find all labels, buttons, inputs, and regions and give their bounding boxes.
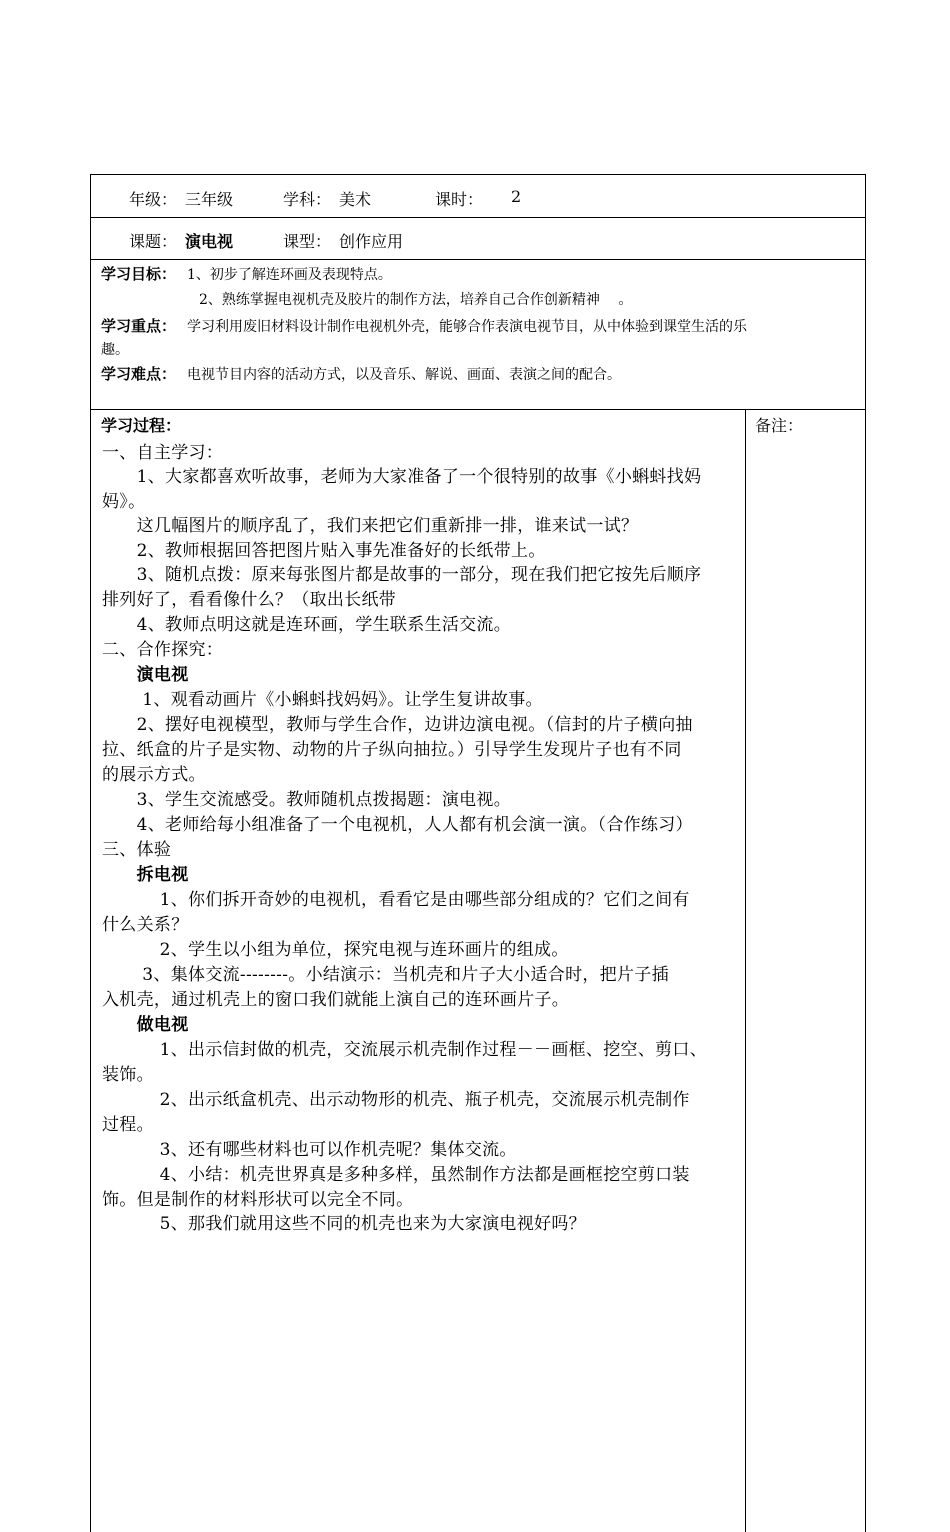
process-line: 什么关系？	[102, 915, 189, 935]
key-line-1: 学习利用废旧材料设计制作电视机外壳，能够合作表演电视节目，从中体验到课堂生活的乐	[187, 319, 747, 335]
process-line: 3、随机点拨：原来每张图片都是故事的一部分，现在我们把它按先后顺序	[102, 565, 702, 585]
divider	[91, 217, 865, 218]
column-divider	[745, 409, 746, 1532]
grade-label: 年级：	[129, 190, 178, 209]
section-heading: 拆电视	[102, 865, 189, 885]
process-line: 入机壳，通过机壳上的窗口我们就能上演自己的连环画片子。	[102, 990, 570, 1010]
divider	[91, 409, 865, 410]
difficulty-label: 学习难点：	[101, 365, 177, 383]
process-line: 4、老师给每小组准备了一个电视机，人人都有机会演一演。（合作练习）	[102, 815, 693, 835]
topic-label: 课题：	[129, 232, 178, 251]
process-line: 1、观看动画片《小蝌蚪找妈妈》。让学生复讲故事。	[102, 690, 543, 710]
process-line: 这几幅图片的顺序乱了，我们来把它们重新排一排，谁来试一试？	[102, 516, 639, 536]
process-line: 5、那我们就用这些不同的机壳也来为大家演电视好吗？	[102, 1214, 586, 1234]
goal-label: 学习目标：	[101, 265, 177, 283]
goal-2: 2、熟练掌握电视机壳及胶片的制作方法，培养自己合作创新精神 。	[199, 292, 633, 308]
goal-1: 1、初步了解连环画及表现特点。	[187, 267, 392, 283]
process-line: 2、摆好电视模型，教师与学生合作，边讲边演电视。（信封的片子横向抽	[102, 715, 693, 735]
process-line: 一、自主学习：	[102, 443, 224, 463]
remarks-label: 备注：	[755, 416, 804, 435]
process-line: 1、大家都喜欢听故事，老师为大家准备了一个很特别的故事《小蝌蚪找妈	[102, 467, 702, 487]
process-line: 2、出示纸盒机壳、出示动物形的机壳、瓶子机壳，交流展示机壳制作	[102, 1090, 690, 1110]
process-line: 4、教师点明这就是连环画，学生联系生活交流。	[102, 615, 512, 635]
lesson-plan-table	[90, 174, 866, 1532]
process-title: 学习过程：	[101, 416, 182, 435]
period-label: 课时：	[435, 190, 484, 209]
process-line: 2、教师根据回答把图片贴入事先准备好的长纸带上。	[102, 541, 546, 561]
process-line: 装饰。	[102, 1065, 154, 1085]
section-heading: 演电视	[102, 665, 189, 685]
process-line: 的展示方式。	[102, 765, 206, 785]
process-line: 饰。但是制作的材料形状可以完全不同。	[102, 1190, 414, 1210]
period-value: 2	[511, 187, 522, 206]
process-line: 1、你们拆开奇妙的电视机，看看它是由哪些部分组成的？它们之间有	[102, 890, 690, 910]
grade-value: 三年级	[185, 190, 234, 209]
process-line: 三、体验	[102, 840, 172, 860]
process-line: 3、学生交流感受。教师随机点拨揭题：演电视。	[102, 790, 512, 810]
process-line: 4、小结：机壳世界真是多种多样，虽然制作方法都是画框挖空剪口装	[102, 1165, 690, 1185]
type-value: 创作应用	[339, 232, 404, 251]
process-line: 2、学生以小组为单位，探究电视与连环画片的组成。	[102, 940, 569, 960]
process-line: 过程。	[102, 1115, 154, 1135]
difficulty-text: 电视节目内容的活动方式，以及音乐、解说、画面、表演之间的配合。	[187, 367, 621, 383]
key-line-2: 趣。	[101, 342, 129, 358]
process-line: 排列好了，看看像什么？（取出长纸带	[102, 590, 397, 610]
section-heading: 做电视	[102, 1015, 189, 1035]
process-line: 3、集体交流--------。小结演示：当机壳和片子大小适合时，把片子插	[102, 965, 669, 985]
process-line: 二、合作探究：	[102, 640, 224, 660]
subject-value: 美术	[339, 190, 372, 209]
type-label: 课型：	[283, 232, 332, 251]
process-line: 3、还有哪些材料也可以作机壳呢？集体交流。	[102, 1140, 517, 1160]
process-line: 拉、纸盒的片子是实物、动物的片子纵向抽拉。）引导学生发现片子也有不同	[102, 740, 682, 760]
key-label: 学习重点：	[101, 317, 177, 335]
subject-label: 学科：	[283, 190, 332, 209]
divider	[91, 259, 865, 260]
process-line: 1、出示信封做的机壳，交流展示机壳制作过程－－画框、挖空、剪口、	[102, 1040, 708, 1060]
process-line: 妈》。	[102, 492, 146, 512]
topic-value: 演电视	[185, 232, 234, 251]
